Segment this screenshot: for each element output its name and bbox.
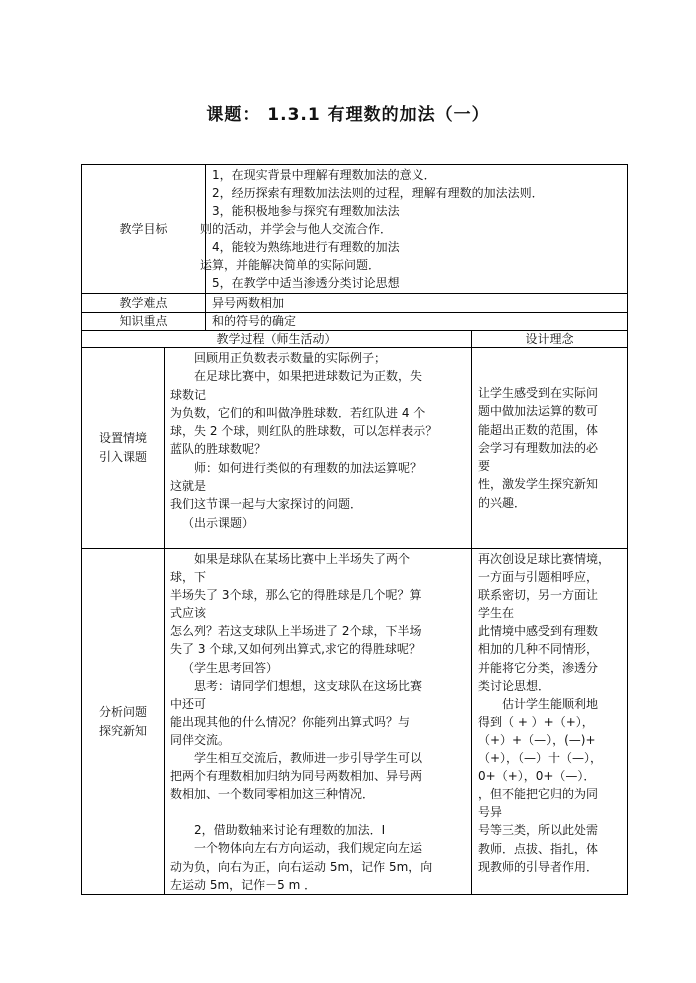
- section2-label-line1: 分析问题: [98, 704, 147, 719]
- design-line: 能超出正数的范围，体: [478, 422, 599, 437]
- design-line: 的兴趣．: [478, 495, 527, 510]
- process-line: 式应该: [170, 606, 207, 621]
- goals-label: 教学目标: [119, 221, 168, 236]
- section1-label-line1: 设置情境: [98, 431, 147, 445]
- design-line: 估计学生能顺利地: [502, 696, 599, 711]
- process-line: 同伴交流。: [170, 732, 231, 747]
- process-line: 师：如何进行类似的有理数的加法运算呢？: [194, 460, 423, 475]
- goal-line: 3，能积极地参与探究有理数加法法: [212, 204, 400, 218]
- design-line: （+）+（—），(—)+: [478, 732, 596, 747]
- design-line: 类讨论思想．: [478, 678, 551, 693]
- section2-design: [478, 550, 627, 880]
- process-header: 教学过程（师生活动）: [216, 331, 337, 346]
- process-line: 球数记: [170, 387, 207, 402]
- design-line: 性，激发学生探究新知: [478, 477, 599, 492]
- section2-label: [82, 549, 164, 894]
- process-line: 如果是球队在某场比赛中上半场失了两个: [194, 552, 411, 566]
- goals-list: [200, 166, 624, 293]
- process-line: 回顾用正负数表示数量的实际例子；: [194, 351, 387, 365]
- section1-design: [478, 384, 626, 524]
- design-line: 得到（ + ）+（+），: [478, 714, 594, 729]
- difficulty-label: 教学难点: [119, 295, 168, 310]
- difficulty-value: 异号两数相加: [212, 296, 285, 310]
- design-header: 设计理念: [525, 331, 574, 346]
- design-line: 0+（+），0+（—）．: [478, 769, 596, 784]
- section2-process: [170, 550, 468, 893]
- process-line: 2，借助数轴来讨论有理数的加法．I: [194, 823, 386, 838]
- design-line: 一方面与引题相呼应，: [478, 570, 599, 585]
- goal-line: 运算，并能解决简单的实际问题．: [200, 258, 381, 272]
- section1-process: [170, 349, 468, 547]
- process-line: （出示课题）: [182, 515, 255, 530]
- design-line: 学生在: [478, 606, 515, 621]
- goal-line: 2，经历探索有理数加法法则的过程，理解有理数的加法法则．: [212, 186, 544, 200]
- process-line: 在足球比赛中，如果把进球数记为正数，失: [194, 369, 423, 384]
- design-line: 会学习有理数加法的必: [478, 440, 599, 455]
- design-line: 题中做加法运算的数可: [478, 404, 599, 419]
- process-line: 左运动 5m，记作－5 m ．: [170, 877, 317, 892]
- process-line: 为负数，它们的和叫做净胜球数．若红队进 4 个: [170, 405, 426, 420]
- process-line: 球，下: [170, 570, 207, 585]
- design-line: 要: [478, 459, 491, 474]
- design-line: 现教师的引导者作用．: [478, 859, 599, 874]
- key-value: 和的符号的确定: [212, 314, 297, 328]
- process-line: 我们这节课一起与大家探讨的问题．: [170, 497, 363, 512]
- design-line: 让学生感受到在实际问: [478, 386, 599, 400]
- design-line: ，但不能把它归的为同: [478, 787, 599, 802]
- process-line: 怎么列？若这支球队上半场进了 2个球，下半场: [170, 624, 422, 639]
- section1-label-line2: 引入课题: [98, 450, 147, 464]
- process-line: 半场失了 3个球，那么它的得胜球是几个呢？算: [170, 588, 422, 603]
- process-line: 学生相互交流后，教师进一步引导学生可以: [194, 751, 423, 766]
- process-line: 动为负，向右为正，向右运动 5m，记作 5m，向: [170, 859, 433, 874]
- goal-line: 则的活动，并学会与他人交流合作．: [200, 222, 393, 236]
- section2-label-line2: 探究新知: [98, 723, 147, 738]
- process-line: 中还可: [170, 696, 207, 711]
- process-line: 思考：请同学们想想，这支球队在这场比赛: [194, 678, 423, 693]
- process-line: 这就是: [170, 479, 207, 494]
- section1-label: [82, 348, 164, 548]
- process-line: 失了 3 个球,又如何列出算式,求它的得胜球呢？: [170, 642, 421, 657]
- goal-line: 1，在现实背景中理解有理数加法的意义．: [212, 168, 436, 182]
- design-line: 号异: [478, 805, 503, 820]
- goal-line: 4，能较为熟练地进行有理数的加法: [212, 240, 400, 254]
- process-line: 把两个有理数相加归纳为同号两数相加、异号两: [170, 769, 423, 784]
- process-line: 一个物体向左右方向运动，我们规定向左运: [194, 841, 423, 856]
- design-line: 相加的几种不同情形，: [478, 642, 599, 657]
- design-line: 号等三类，所以此处需: [478, 823, 599, 838]
- design-line: 并能将它分类，渗透分: [478, 660, 599, 675]
- goal-line: 5，在教学中适当渗透分类讨论思想: [212, 276, 400, 290]
- process-line: 能出现其他的什么情况？你能列出算式吗？与: [170, 714, 411, 729]
- process-line: [170, 803, 468, 821]
- key-label: 知识重点: [119, 314, 168, 328]
- page-title: 课题： 1.3.1 有理数的加法（一）: [206, 105, 490, 125]
- process-line: （学生思考回答）: [182, 660, 279, 675]
- process-line: 蓝队的胜球数呢？: [170, 442, 267, 457]
- design-line: 再次创设足球比赛情境，: [478, 552, 611, 566]
- design-line: 教师．点拔、指扎，体: [478, 841, 599, 856]
- design-line: 联系密切，另一方面让: [478, 588, 599, 603]
- process-line: 数相加、一个数同零相加这三种情况．: [170, 787, 375, 802]
- process-line: 球，失 2 个球，则红队的胜球数，可以怎样表示？: [170, 424, 438, 439]
- design-line: （+），（—）十（—），: [478, 751, 603, 766]
- design-line: 此情境中感受到有理数: [478, 624, 599, 639]
